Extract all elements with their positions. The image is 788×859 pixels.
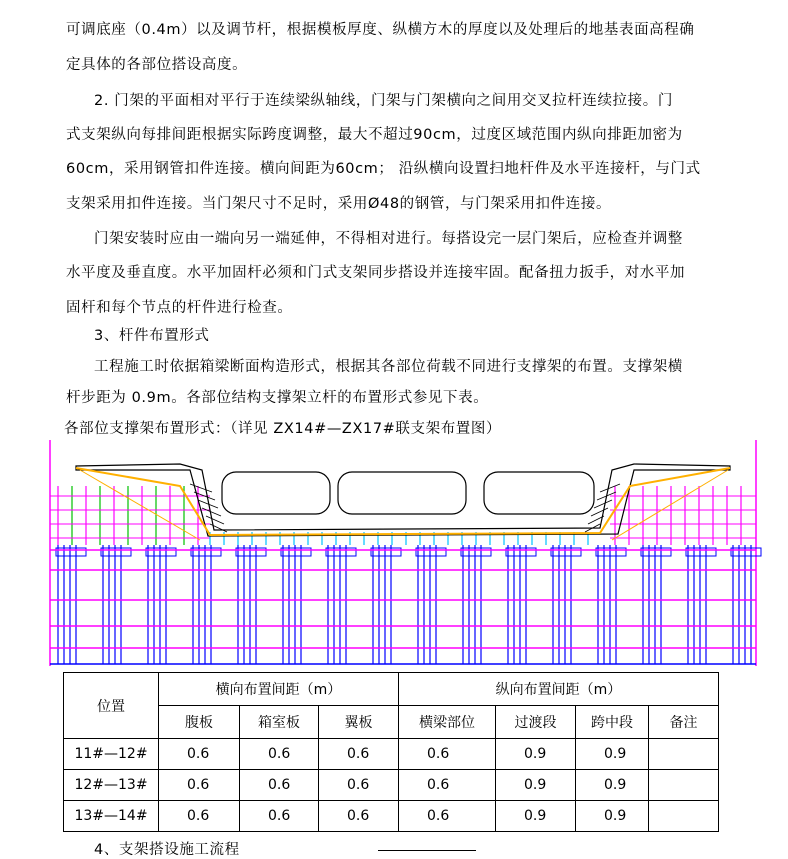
table-subheader-row <box>64 706 719 739</box>
header-transition: 过渡段 <box>496 706 576 739</box>
header-web-plate: 腹板 <box>159 706 240 739</box>
support-frame-diagram <box>40 440 770 668</box>
header-crossbeam: 横梁部位 <box>399 706 496 739</box>
cell-transition: 0.9 <box>496 739 576 770</box>
cell-wing: 0.6 <box>319 801 399 832</box>
paragraph-line-7: 门架安装时应由一端向另一端延伸，不得相对进行。每搭设完一层门架后，应检查并调整 <box>94 231 683 247</box>
paragraph-line-9: 固杆和每个节点的杆件进行检查。 <box>66 300 293 316</box>
cell-transition: 0.9 <box>496 770 576 801</box>
paragraph-line-12: 杆步距为 0.9m。各部位结构支撑架立杆的布置形式参见下表。 <box>66 390 489 406</box>
table-row <box>64 739 719 770</box>
cell-remarks <box>649 739 719 770</box>
web-bracing-left <box>206 516 224 524</box>
header-wing-plate: 翼板 <box>319 706 399 739</box>
bottom-rule <box>378 850 476 851</box>
table-row <box>64 770 719 801</box>
cell-box: 0.6 <box>240 739 319 770</box>
web-bracing-right <box>591 508 608 516</box>
cell-crossbeam: 0.6 <box>399 739 496 770</box>
paragraph-line-1: 可调底座（0.4m）以及调节杆，根据模板厚度、纵横方木的厚度以及处理后的地基表面高程确 <box>66 22 695 38</box>
table-header-row <box>64 673 719 706</box>
box-cell-2 <box>338 472 466 514</box>
box-cell-1 <box>222 472 330 514</box>
support-layout-table <box>63 672 719 832</box>
table-row <box>64 801 719 832</box>
paragraph-line-2: 定具体的各部位搭设高度。 <box>66 57 248 73</box>
paragraph-line-4: 式支架纵向每排间距根据实际跨度调整，最大不超过90cm，过度区域范围内纵向排距加密为 <box>66 127 683 143</box>
section-heading-4: 4、支架搭设施工流程 <box>94 842 240 858</box>
diagram-caption: 各部位支撑架布置形式：（详见 ZX14#—ZX17#联支架布置图） <box>64 421 502 437</box>
cell-box: 0.6 <box>240 801 319 832</box>
row-position: 11#—12# <box>64 739 159 770</box>
cell-crossbeam: 0.6 <box>399 801 496 832</box>
cell-midspan: 0.9 <box>576 770 649 801</box>
web-bracing-right <box>600 484 620 492</box>
header-transverse-group: 横向布置间距（m） <box>159 673 399 706</box>
paragraph-line-3: 2. 门架的平面相对平行于连续梁纵轴线，门架与门架横向之间用交叉拉杆连续拉接。门 <box>94 93 673 109</box>
cell-midspan: 0.9 <box>576 739 649 770</box>
web-bracing-right <box>594 500 612 508</box>
paragraph-line-6: 支架采用扣件连接。当门架尺寸不足时，采用Ø48的钢管，与门架采用扣件连接。 <box>66 196 612 212</box>
section-heading-3: 3、杆件布置形式 <box>94 328 210 344</box>
paragraph-line-8: 水平度及垂直度。水平加固杆必须和门式支架同步搭设并连接牢固。配备扭力扳手，对水平加 <box>66 265 686 281</box>
paragraph-line-5: 60cm，采用钢管扣件连接。横向间距为60cm； 沿纵横向设置扫地杆件及水平连接杆，与门式 <box>66 161 701 177</box>
paragraph-line-11: 工程施工时依据箱梁断面构造形式，根据其各部位荷载不同进行支撑架的布置。支撑架横 <box>94 359 683 375</box>
wing-support-left <box>80 470 200 540</box>
web-bracing-left <box>190 484 212 492</box>
header-midspan: 跨中段 <box>576 706 649 739</box>
cell-midspan: 0.9 <box>576 801 649 832</box>
cell-web: 0.6 <box>159 770 240 801</box>
header-position: 位置 <box>64 673 159 739</box>
cell-wing: 0.6 <box>319 770 399 801</box>
cell-box: 0.6 <box>240 770 319 801</box>
cell-remarks <box>649 770 719 801</box>
web-bracing-left <box>210 524 227 532</box>
cell-wing: 0.6 <box>319 739 399 770</box>
cell-web: 0.6 <box>159 801 240 832</box>
cell-crossbeam: 0.6 <box>399 770 496 801</box>
cell-remarks <box>649 801 719 832</box>
row-position: 12#—13# <box>64 770 159 801</box>
row-position: 13#—14# <box>64 801 159 832</box>
cell-transition: 0.9 <box>496 801 576 832</box>
box-cell-3 <box>484 472 594 514</box>
header-remarks: 备注 <box>649 706 719 739</box>
header-box-plate: 箱室板 <box>240 706 319 739</box>
header-longitudinal-group: 纵向布置间距（m） <box>399 673 719 706</box>
cell-web: 0.6 <box>159 739 240 770</box>
